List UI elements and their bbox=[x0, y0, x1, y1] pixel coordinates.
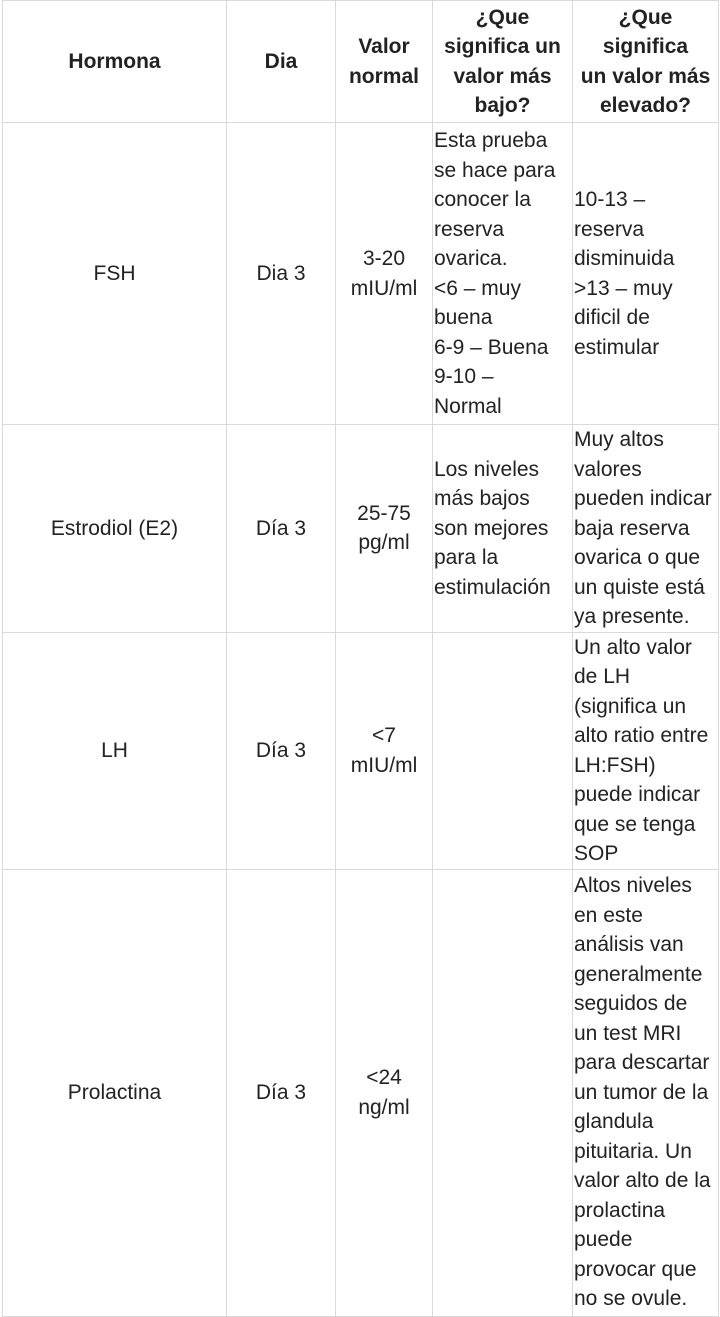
cell-normal-value: <24 ng/ml bbox=[336, 869, 433, 1316]
cell-hormone: LH bbox=[3, 632, 227, 869]
header-valor-normal: Valor normal bbox=[336, 1, 433, 123]
cell-hormone: Estrodiol (E2) bbox=[3, 425, 227, 633]
table-header-row bbox=[3, 1, 719, 123]
cell-day: Día 3 bbox=[227, 632, 336, 869]
table-row bbox=[3, 425, 719, 633]
cell-normal-value: 3-20 mIU/ml bbox=[336, 123, 433, 425]
cell-day: Dia 3 bbox=[227, 123, 336, 425]
table-row bbox=[3, 632, 719, 869]
cell-normal-value: 25-75 pg/ml bbox=[336, 425, 433, 633]
cell-low-meaning bbox=[433, 632, 573, 869]
cell-high-meaning: 10-13 – reserva disminuida >13 – muy dificil de estimular bbox=[573, 123, 719, 425]
header-valor-bajo: ¿Que significa un valor más bajo? bbox=[433, 1, 573, 123]
header-valor-elevado: ¿Que significa un valor más elevado? bbox=[573, 1, 719, 123]
cell-hormone: Prolactina bbox=[3, 869, 227, 1316]
cell-normal-value: <7 mIU/ml bbox=[336, 632, 433, 869]
cell-day: Día 3 bbox=[227, 425, 336, 633]
header-dia: Dia bbox=[227, 1, 336, 123]
header-hormona: Hormona bbox=[3, 1, 227, 123]
cell-low-meaning: Los niveles más bajos son mejores para la estimulación bbox=[433, 425, 573, 633]
cell-high-meaning: Un alto valor de LH (significa un alto ratio entre LH:FSH) puede indicar que se tenga SOP bbox=[573, 632, 719, 869]
table-row bbox=[3, 869, 719, 1316]
hormone-table bbox=[2, 0, 719, 1317]
cell-low-meaning bbox=[433, 869, 573, 1316]
cell-low-meaning: Esta prueba se hace para conocer la reserva ovarica. <6 – muy buena 6-9 – Buena 9-10 – Normal bbox=[433, 123, 573, 425]
cell-hormone: FSH bbox=[3, 123, 227, 425]
cell-day: Día 3 bbox=[227, 869, 336, 1316]
cell-high-meaning: Altos niveles en este análisis van generalmente seguidos de un test MRI para descartar un tumor de la glandula pituitaria. Un valor alto de la prolactina puede provocar que no se ovule. bbox=[573, 869, 719, 1316]
cell-high-meaning: Muy altos valores pueden indicar baja reserva ovarica o que un quiste está ya presente. bbox=[573, 425, 719, 633]
table-row bbox=[3, 123, 719, 425]
